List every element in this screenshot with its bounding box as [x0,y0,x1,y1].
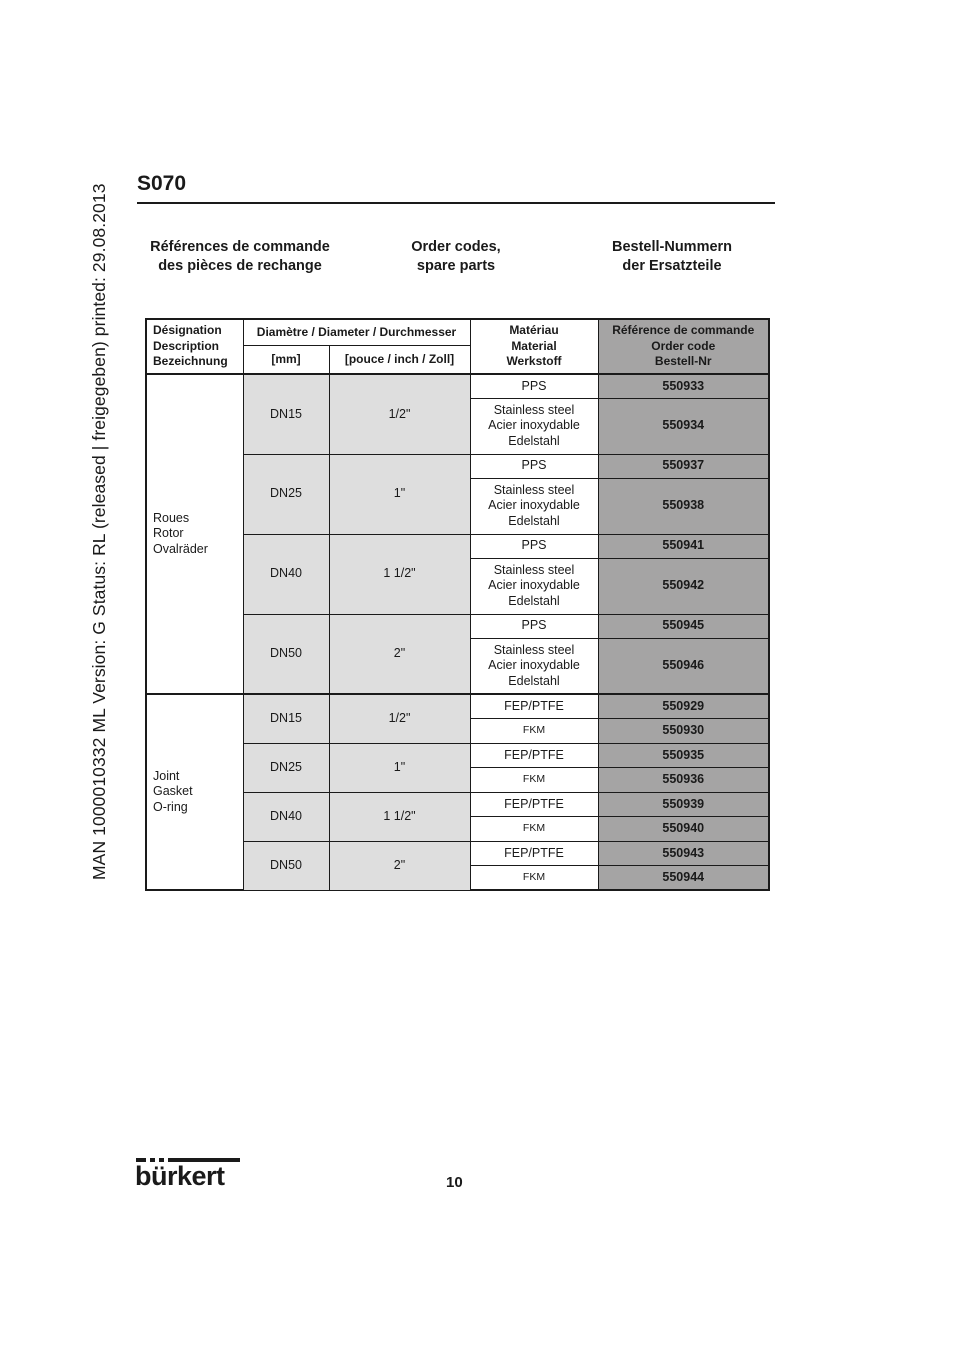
page-title: S070 [137,172,187,195]
table-row [146,374,769,398]
spare-parts-table [145,318,770,891]
header-inch: [pouce / inch / Zoll] [329,345,470,374]
material-cell [470,534,598,558]
material-cell [470,478,598,534]
material-cell [470,454,598,478]
inch-size-cell: 1" [329,454,470,534]
material-cell [470,719,598,744]
material-line: FEP/PTFE [504,796,564,811]
heading-english-line-2: spare parts [416,257,496,274]
dn-size-cell: DN15 [243,694,329,743]
order-code-cell: 550941 [598,534,769,558]
material-line: Stainless steel [493,482,575,497]
material-line: FKM [522,822,546,834]
dn-size-cell: DN15 [243,374,329,454]
inch-size-cell: 2" [329,841,470,890]
logo-wordmark: bürkert [135,1161,225,1191]
heading-french-line-2: des pièces de rechange [158,257,322,274]
order-code-cell: 550936 [598,768,769,793]
designation-line: Joint [153,768,180,783]
header-material-en: Material [511,338,557,353]
order-code-cell: 550943 [598,841,769,866]
material-line: Acier inoxydable [488,658,580,672]
header-order-code-en: Order code [651,338,716,353]
table-header-row [146,319,769,345]
material-line: FKM [522,773,546,785]
material-line: Acier inoxydable [488,498,580,513]
designation-line: Rotor [153,526,184,541]
material-cell [470,792,598,817]
material-line: FEP/PTFE [504,845,564,860]
material-line: PPS [521,618,547,633]
designation-line: O-ring [153,799,188,814]
order-code-cell: 550942 [598,558,769,614]
material-cell [470,817,598,842]
inch-size-cell: 1 1/2" [329,792,470,841]
header-mm: [mm] [243,345,329,374]
order-code-cell: 550944 [598,866,769,891]
material-line: PPS [521,538,547,553]
material-cell [470,768,598,793]
material-line: Acier inoxydable [488,578,580,593]
order-code-cell: 550929 [598,694,769,719]
order-code-cell: 550939 [598,792,769,817]
heading-french [125,238,355,275]
header-diameter: Diamètre / Diameter / Durchmesser [243,319,470,345]
material-line: FEP/PTFE [504,698,564,713]
designation-cell [146,694,243,890]
order-code-cell: 550945 [598,614,769,638]
material-line: FKM [522,724,546,736]
header-material-de: Werkstoff [506,354,562,369]
material-line: Acier inoxydable [488,418,580,433]
material-cell [470,638,598,694]
inch-size-cell: 1 1/2" [329,534,470,614]
inch-size-cell: 2" [329,614,470,694]
dn-size-cell: DN50 [243,614,329,694]
header-order-code-fr: Référence de commande [612,323,755,338]
header-order-code-de: Bestell-Nr [654,354,712,369]
designation-line: Gasket [153,784,193,799]
heading-french-line-1: Références de commande [150,239,330,255]
heading-german [557,238,787,275]
order-code-cell: 550940 [598,817,769,842]
material-line: Edelstahl [508,513,560,528]
order-code-cell: 550930 [598,719,769,744]
material-cell [470,694,598,719]
material-line: PPS [521,378,547,393]
order-code-cell: 550933 [598,374,769,398]
inch-size-cell: 1/2" [329,374,470,454]
material-line: FKM [522,870,546,883]
header-designation [146,319,243,374]
dn-size-cell: DN40 [243,534,329,614]
table-row [146,694,769,719]
order-code-cell: 550946 [598,638,769,694]
material-line: PPS [521,458,547,473]
page-number: 10 [446,1174,463,1191]
material-line: Stainless steel [493,642,575,657]
material-cell [470,614,598,638]
material-line: Stainless steel [493,562,575,577]
material-line: Edelstahl [508,673,560,688]
header-order-code [598,319,769,374]
material-line: Edelstahl [508,593,560,608]
header-material [470,319,598,374]
order-code-cell: 550937 [598,454,769,478]
material-line: Edelstahl [508,433,560,448]
title-divider [137,202,775,204]
heading-english [341,238,571,275]
header-designation-fr: Désignation [153,323,222,338]
designation-line: Ovalräder [153,541,208,556]
inch-size-cell: 1/2" [329,694,470,743]
dn-size-cell: DN50 [243,841,329,890]
material-cell [470,558,598,614]
heading-english-line-1: Order codes, [411,239,501,255]
dn-size-cell: DN25 [243,454,329,534]
dn-size-cell: DN25 [243,743,329,792]
burkert-logo [136,1158,242,1192]
heading-german-line-2: der Ersatzteile [622,257,722,274]
designation-cell [146,374,243,694]
heading-german-line-1: Bestell-Nummern [611,239,733,255]
header-material-fr: Matériau [509,323,559,338]
document-status-line: MAN 1000010332 ML Version: G Status: RL (released | freigegeben) printed: 29.08.2013 [89,183,109,880]
material-cell [470,841,598,866]
order-code-cell: 550935 [598,743,769,768]
material-cell [470,866,598,891]
dn-size-cell: DN40 [243,792,329,841]
material-line: Stainless steel [493,402,575,417]
order-code-cell: 550934 [598,398,769,454]
inch-size-cell: 1" [329,743,470,792]
header-designation-en: Description [153,338,220,353]
material-line: FEP/PTFE [504,747,564,762]
order-code-cell: 550938 [598,478,769,534]
material-cell [470,743,598,768]
header-designation-de: Bezeichnung [153,354,228,369]
material-cell [470,398,598,454]
material-cell [470,374,598,398]
designation-line: Roues [153,510,190,525]
